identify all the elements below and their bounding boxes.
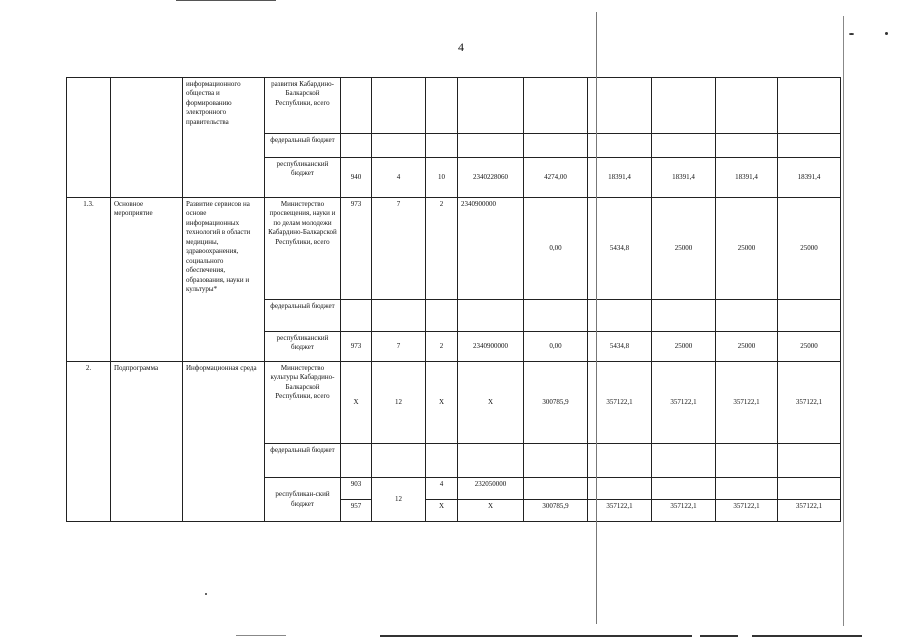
status-cell	[111, 78, 183, 198]
csr-cell: 2340228060	[458, 158, 524, 198]
table-row	[67, 198, 841, 300]
num-cell: 1.3.	[67, 198, 111, 362]
year-cell: 357122,1	[588, 500, 652, 522]
year-cell: 300785,9	[524, 362, 588, 444]
year-cell: 25000	[716, 198, 778, 300]
csr-cell: 2340900000	[458, 332, 524, 362]
scan-artifact-vertical-line-right	[843, 16, 844, 626]
executor-cell: республиканский бюджет	[265, 158, 341, 198]
year-cell: 25000	[778, 332, 841, 362]
year-cell: 357122,1	[652, 362, 716, 444]
grbs-cell: 973	[341, 198, 372, 300]
rz-cell: 4	[372, 158, 426, 198]
year-cell: 18391,4	[588, 158, 652, 198]
year-cell: 357122,1	[588, 362, 652, 444]
year-cell: 5434,8	[588, 332, 652, 362]
scan-artifact-bottom-line	[752, 635, 862, 637]
executor-cell: федеральный бюджет	[265, 444, 341, 478]
pr-cell: Х	[426, 362, 458, 444]
csr-cell: Х	[458, 500, 524, 522]
executor-cell: республикан-ский бюджет	[265, 478, 341, 522]
pr-cell: 2	[426, 198, 458, 300]
pr-cell: 10	[426, 158, 458, 198]
scan-artifact-dot	[849, 33, 854, 35]
scan-artifact-bottom-line	[700, 635, 738, 637]
csr-cell: 232050000	[458, 478, 524, 500]
year-cell: 300785,9	[524, 500, 588, 522]
status-cell: Подпрограмма	[111, 362, 183, 522]
grbs-cell: Х	[341, 362, 372, 444]
executor-cell: Министерство просвещения, науки и по делам молодежи Кабардино-Балкарской Республики, всего	[265, 198, 341, 300]
year-cell: 0,00	[524, 198, 588, 300]
csr-cell: 2340900000	[458, 198, 524, 300]
scan-artifact-top	[176, 0, 276, 1]
status-cell: Основное мероприятие	[111, 198, 183, 362]
executor-cell: Министерство культуры Кабардино-Балкарской Республики, всего	[265, 362, 341, 444]
table-row	[67, 78, 841, 134]
year-cell: 357122,1	[778, 362, 841, 444]
desc-cell: Информационная среда	[183, 362, 265, 522]
grbs-cell: 973	[341, 332, 372, 362]
num-cell	[67, 78, 111, 198]
year-cell: 357122,1	[652, 500, 716, 522]
scan-artifact-dot	[885, 32, 888, 35]
executor-cell: развития Кабардино-Балкарской Республики, всего	[265, 78, 341, 134]
year-cell: 4274,00	[524, 158, 588, 198]
scan-artifact-vertical-line	[596, 12, 597, 624]
desc-cell: Развитие сервисов на основе информационных технологий в области медицины, здравоохранения, социального обеспечения, образования, науки и культуры*	[183, 198, 265, 362]
rz-cell: 12	[372, 362, 426, 444]
year-cell: 357122,1	[716, 362, 778, 444]
rz-cell: 7	[372, 332, 426, 362]
rz-cell: 12	[372, 478, 426, 522]
executor-cell: федеральный бюджет	[265, 300, 341, 332]
executor-cell: федеральный бюджет	[265, 134, 341, 158]
pr-cell: 4	[426, 478, 458, 500]
year-cell: 25000	[652, 198, 716, 300]
year-cell: 25000	[716, 332, 778, 362]
year-cell: 357122,1	[778, 500, 841, 522]
pr-cell: Х	[426, 500, 458, 522]
grbs-cell: 957	[341, 500, 372, 522]
pr-cell: 2	[426, 332, 458, 362]
year-cell: 18391,4	[778, 158, 841, 198]
num-cell: 2.	[67, 362, 111, 522]
year-cell: 25000	[652, 332, 716, 362]
year-cell: 357122,1	[716, 500, 778, 522]
year-cell: 25000	[778, 198, 841, 300]
table-row	[67, 362, 841, 444]
year-cell: 0,00	[524, 332, 588, 362]
scan-artifact-dot	[205, 593, 207, 595]
page-number: 4	[458, 40, 464, 54]
year-cell: 18391,4	[716, 158, 778, 198]
rz-cell: 7	[372, 198, 426, 300]
executor-cell: республиканский бюджет	[265, 332, 341, 362]
year-cell: 5434,8	[588, 198, 652, 300]
scan-artifact-bottom-left	[236, 635, 286, 636]
csr-cell: Х	[458, 362, 524, 444]
budget-table	[66, 77, 841, 522]
year-cell: 18391,4	[652, 158, 716, 198]
grbs-cell: 903	[341, 478, 372, 500]
scan-artifact-bottom-line	[380, 635, 692, 637]
desc-cell: информационного общества и формированию электронного правительства	[183, 78, 265, 198]
grbs-cell: 940	[341, 158, 372, 198]
